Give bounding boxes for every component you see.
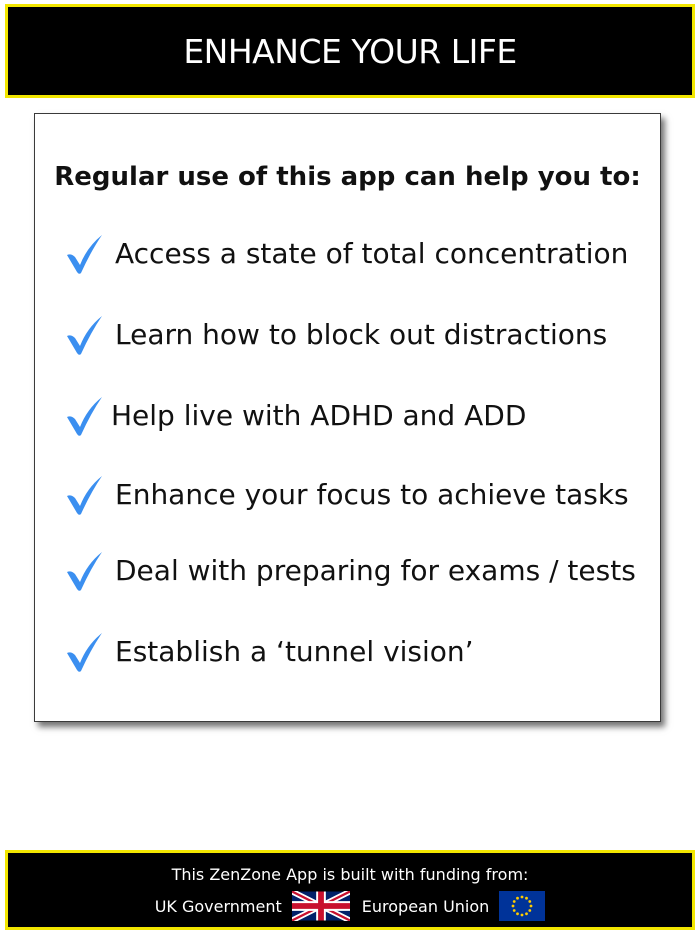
header-bar [5, 4, 695, 98]
checkmark-icon [65, 472, 105, 516]
benefits-heading: Regular use of this app can help you to: [54, 162, 641, 192]
benefit-text: Enhance your focus to achieve tasks [115, 477, 629, 511]
benefit-item [65, 231, 628, 275]
funders-row [8, 891, 692, 921]
benefit-text: Establish a ‘tunnel vision’ [115, 634, 474, 668]
benefit-text: Access a state of total concentration [115, 236, 629, 270]
funding-footer [5, 850, 695, 930]
benefit-item [65, 393, 526, 437]
benefits-card [34, 113, 661, 722]
european-union-label: European Union [361, 896, 490, 916]
eu-flag-icon [499, 891, 545, 921]
benefit-item [65, 472, 629, 516]
benefit-text: Help live with ADHD and ADD [111, 398, 527, 432]
funding-text: This ZenZone App is built with funding from: [171, 865, 529, 884]
page-title: ENHANCE YOUR LIFE [183, 31, 517, 71]
benefit-text: Deal with preparing for exams / tests [115, 553, 636, 587]
checkmark-icon [65, 393, 105, 437]
checkmark-icon [65, 231, 105, 275]
benefit-item [65, 629, 474, 673]
benefit-item [65, 548, 636, 592]
benefit-text: Learn how to block out distractions [115, 317, 608, 351]
checkmark-icon [65, 312, 105, 356]
checkmark-icon [65, 629, 105, 673]
benefit-item [65, 312, 607, 356]
checkmark-icon [65, 548, 105, 592]
uk-government-label: UK Government [154, 896, 282, 916]
uk-flag-icon [292, 891, 350, 921]
